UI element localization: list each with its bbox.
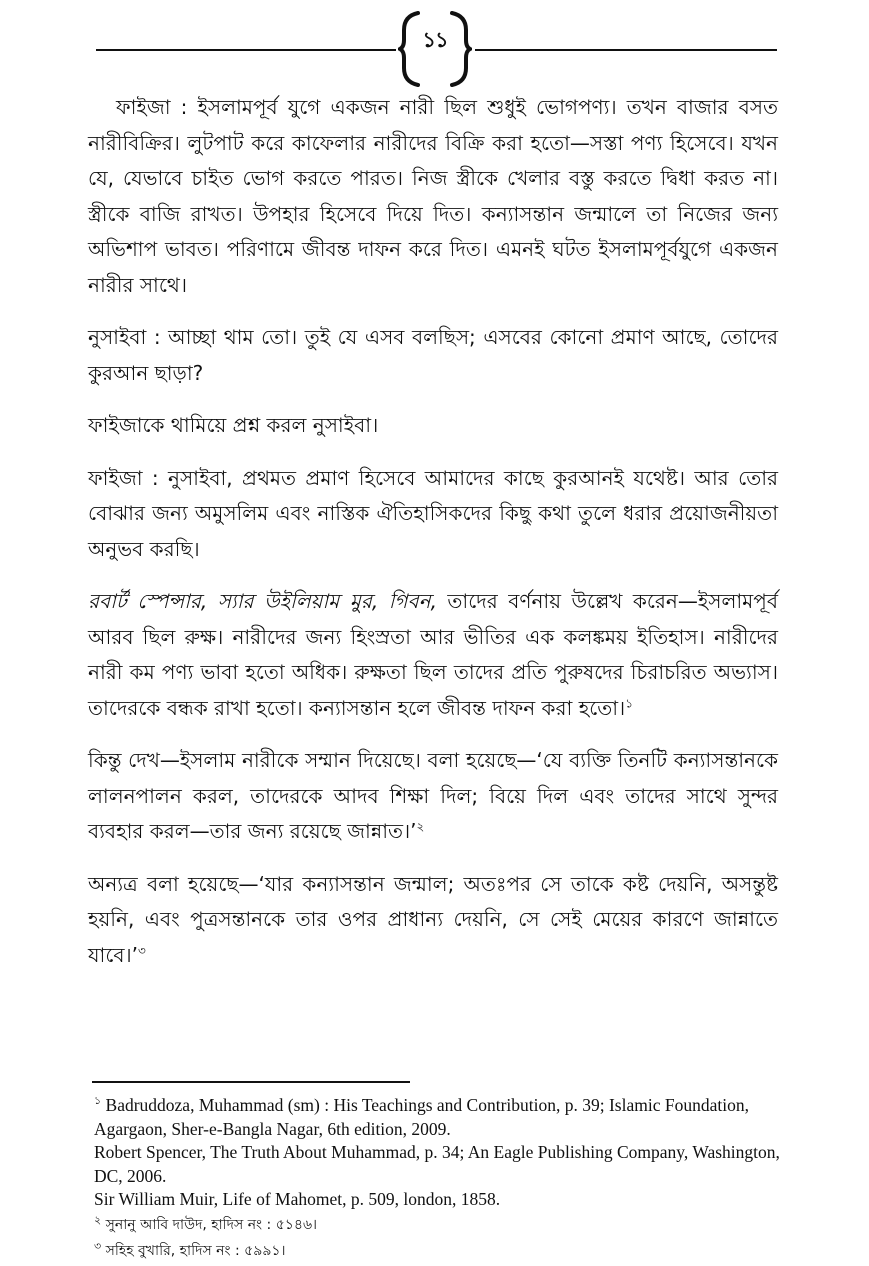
- footnote-marker: ২: [94, 1212, 102, 1226]
- paragraph-2: নুসাইবা : আচ্ছা থাম তো। তুই যে এসব বলছিস; এসবের কোনো প্রমাণ আছে, তোদের কুরআন ছাড়া?: [88, 325, 778, 385]
- footnote-ref-1[interactable]: ১: [625, 695, 633, 710]
- body-text: [88, 90, 778, 990]
- paragraph-6: [88, 743, 778, 850]
- footnote-text: Badruddoza, Muhammad (sm) : His Teachings and Contribution, p. 39; Islamic Foundation, Agargaon, Sher-e-Bangla Nagar, 6th edition, 2009.: [94, 1095, 749, 1139]
- header-rule-right: [475, 49, 777, 51]
- paragraph-7: [88, 867, 778, 974]
- footnote-2: [94, 1212, 784, 1238]
- paragraph-7-text: অন্যত্র বলা হয়েছে—‘যার কন্যাসন্তান জন্মাল; অতঃপর সে তাকে কষ্ট দেয়নি, অসন্তুষ্ট হয়নি, এবং পুত্রসন্তানকে তার ওপর প্রাধান্য দেয়নি, সে সেই মেয়ের কারণে জান্নাতে যাবে।’: [88, 871, 778, 967]
- paragraph-3: ফাইজাকে থামিয়ে প্রশ্ন করল নুসাইবা।: [88, 413, 379, 437]
- paragraph-5-text: তাদের বর্ণনায় উল্লেখ করেন—ইসলামপূর্ব আরব ছিল রুক্ষ। নারীদের জন্য হিংস্রতা আর ভীতির এক কলঙ্কময় ইতিহাস। নারীদের নারী কম পণ্য ভাবা হতো অধিক। রুক্ষতা ছিল তাদের প্রতি পুরুষদের চিরাচরিত অভ্যাস। তাদেরকে বন্ধক রাখা হতো। কন্যাসন্তান হলে জীবন্ত দাফন করা হতো।: [88, 589, 778, 720]
- page-header: [0, 0, 869, 96]
- cited-authors: রবার্ট স্পেন্সার, স্যার উইলিয়াম মুর, গিবন,: [88, 589, 437, 613]
- footnote-marker: ৩: [94, 1238, 102, 1252]
- footnote-3: [94, 1238, 784, 1264]
- paragraph-5: [88, 584, 778, 726]
- footnote-1-spencer: [94, 1141, 784, 1188]
- footnote-1-muir: [94, 1188, 784, 1212]
- footnote-text: Robert Spencer, The Truth About Muhammad, p. 34; An Eagle Publishing Company, Washington, DC, 2006.: [94, 1142, 780, 1186]
- right-bracket-ornament: [448, 10, 472, 88]
- footnote-text: Sir William Muir, Life of Mahomet, p. 509, london, 1858.: [94, 1189, 501, 1209]
- footnote-marker: ১: [94, 1095, 102, 1108]
- footnote-ref-3[interactable]: ৩: [138, 942, 146, 957]
- footnote-text: সহিহ বুখারি, হাদিস নং : ৫৯৯১।: [101, 1242, 286, 1259]
- header-rule-left: [96, 49, 396, 51]
- footnote-separator: [92, 1081, 410, 1083]
- footnote-text: সুনানু আবি দাউদ, হাদিস নং : ৫১৪৬।: [101, 1216, 318, 1233]
- footnote-1: [94, 1094, 784, 1141]
- page-number: ১১: [422, 28, 448, 52]
- paragraph-4: ফাইজা : নুসাইবা, প্রথমত প্রমাণ হিসেবে আমাদের কাছে কুরআনই যথেষ্ট। আর তোর বোঝার জন্য অমুসলিম এবং নাস্তিক ঐতিহাসিকদের কিছু কথা তুলে ধরার প্রয়োজনীয়তা অনুভব করছি।: [88, 465, 778, 561]
- paragraph-6-text: কিন্তু দেখ—ইসলাম নারীকে সম্মান দিয়েছে। বলা হয়েছে—‘যে ব্যক্তি তিনটি কন্যাসন্তানকে লালনপালন করল, তাদেরকে আদব শিক্ষা দিল; বিয়ে দিল এবং তাদের সাথে সুন্দর ব্যবহার করল—তার জন্য রয়েছে জান্নাত।’: [88, 748, 778, 843]
- footnotes: [94, 1094, 784, 1264]
- paragraph-1: ফাইজা : ইসলামপূর্ব যুগে একজন নারী ছিল শুধুই ভোগপণ্য। তখন বাজার বসত নারীবিক্রির। লুটপাট করে কাফেলার নারীদের বিক্রি করা হতো—সস্তা পণ্য হিসেবে। যখন যে, যেভাবে চাইত ভোগ করতে পারত। নিজ স্ত্রীকে খেলার বস্তু করতে দ্বিধা করত না। স্ত্রীকে বাজি রাখত। উপহার হিসেবে দিয়ে দিত। কন্যাসন্তান জন্মালে তা নিজের জন্য অভিশাপ ভাবত। পরিণামে জীবন্ত দাফন করে দিত। এমনই ঘটত ইসলামপূর্বযুগে একজন নারীর সাথে।: [88, 95, 778, 297]
- footnote-ref-2[interactable]: ২: [416, 819, 425, 834]
